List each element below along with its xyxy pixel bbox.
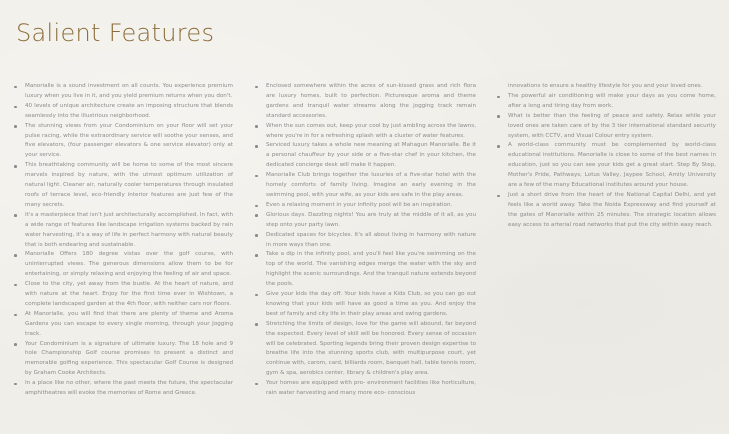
feature-bullet: In a place like no other, where the past meets the future, the spectacular amphitheatres will evoke the memories of Rome and Greece. <box>12 379 233 399</box>
features-column-3 <box>495 82 716 231</box>
feature-bullet: Serviced luxury takes a whole new meaning at Mahagun Manorialle. Be it a personal chauffeur by your side or a five-star chef in your kitchen, the dedicated concierge desk will make it happen. <box>253 141 476 171</box>
feature-bullet: At Manorialle, you will find that there are plenty of theme and Aroma Gardens you can escape to every single morning, through your Jogging track. <box>12 310 233 340</box>
feature-bullet: Stretching the limits of design, love for the game will abound, far beyond the expected. Every level of skill will be honored. Every sense of occasion will be celebrated. Sporting legends bring their proven design expertise to breathe life into the stunning sports club, with multipurpose court, yet continue with, carom, card, billiards room, banquet hall, table tennis room, gym & spa, aerobics center, library & children's play area. <box>253 320 476 379</box>
feature-bullet: A world-class community must be complemented by world-class educational institutions. Manorialle is close to some of the best names in education, just so you can see your kids get a great start. Step By Step, Mother's Pride, Pathways, Lotus Valley, Jaypee School, Amity University are a few of the many Educational institutes around your house. <box>495 141 716 191</box>
features-column-2 <box>253 82 476 399</box>
feature-bullet: Even a relaxing moment in your infinity pool will be an inspiration. <box>253 201 476 211</box>
feature-bullet: Enclosed somewhere within the acres of sun-kissed grass and rich flora are luxury homes, built to perfection. Picturesque aroma and theme gardens and tranquil water streams along the jogging track remain standard accessories. <box>253 82 476 122</box>
feature-bullet: It's a masterpiece that isn't just architecturally accomplished. In fact, with a wide range of features like landscape irrigation systems backed by rain water harvesting, it's a way of life in perfect harmony with natural beauty that is both endearing and sustainable. <box>12 211 233 251</box>
continued-text: innovations to ensure a healthy lifestyle for you and your loved ones. <box>508 83 703 89</box>
feature-bullet: Dedicated spaces for bicycles. It's all about living in harmony with nature in more ways than one. <box>253 231 476 251</box>
feature-bullet: Manorialle Club brings together the luxuries of a five-star hotel with the homely comforts of family living. Imagine an early evening in the swimming pool, with your wife, as your kids are safe in the play areas. <box>253 171 476 201</box>
feature-bullet: What is better than the feeling of peace and safety. Relax while your loved ones are taken care of by the 3 tier international standard security system, with CCTV, and Visual Colour entry system. <box>495 112 716 142</box>
feature-bullet: 40 levels of unique architecture create an imposing structure that blends seamlessly into the illustrious neighborhood. <box>12 102 233 122</box>
page-title: Salient Features <box>16 19 215 47</box>
feature-bullet: Just a short drive from the heart of the National Capital Delhi, and yet feels like a world away. Take the Noida Expressway and find yourself at the gates of Manorialle within 25 minutes. The strategic location allows easy access to arterial road networks that put the city within easy reach. <box>495 191 716 231</box>
feature-bullet: Your Condominium is a signature of ultimate luxury. The 18 hole and 9 hole Championship Golf course promises to present a distinct and memorable golfing experience. This spectacular Golf Course is designed by Graham Cooke Architects. <box>12 340 233 380</box>
feature-bullet: Give your kids the day off. Your kids have a Kids Club, so you can go out knowing that your kids will have as good a time as you. And enjoy the best of family and city life in their play areas and swing gardens. <box>253 290 476 320</box>
feature-bullet: Take a dip in the infinity pool, and you'll feel like you're swimming on the top of the world. The vanishing edges merge the water with the sky and highlight the scenic surroundings. And the tranquil nature extends beyond the pools. <box>253 250 476 290</box>
feature-bullet: Glorious days. Dazzling nights! You are truly at the middle of it all, as you step onto your party lawn. <box>253 211 476 231</box>
feature-bullet: Your homes are equipped with pro- environment facilities like horticulture, rain water harvesting and many more eco- conscious <box>253 379 476 399</box>
feature-bullet: This breathtaking community will be home to some of the most sincere marvels inspired by nature, with the utmost optimum utilization of natural light. Cleaner air, naturally cooler temperatures through insulated roofs of terrace level, eco-friendly interior features are just few of the many secrets. <box>12 161 233 211</box>
feature-bullet: Manorialle is a sound investment on all counts. You experience premium luxury when you live in it, and you yield premium returns when you don't. <box>12 82 233 102</box>
features-column-1 <box>12 82 233 399</box>
feature-bullet: The stunning views from your Condominium on your floor will set your pulse racing, while the extraordinary service will soothe your senses, and five elevators, (four passenger elevators & one service elevator) only at your service. <box>12 122 233 162</box>
feature-bullet: Manorialle Offers 180 degree vistas over the golf course, with uninterrupted views. The generous dimensions allow them to be for entertaining, or simply relaxing and enjoying the feeling of air and space. <box>12 250 233 280</box>
feature-bullet: The powerful air conditioning will make your days as you come home, after a long and tiring day from work. <box>495 92 716 112</box>
feature-bullet: When the sun comes out, keep your cool by just ambling across the lawns, where you're in for a refreshing splash with a cluster of water features. <box>253 122 476 142</box>
feature-bullet: Close to the city, yet away from the bustle. At the heart of nature, and with nature at the heart. Enjoy for the first time ever in Wishtown, a complete landscaped garden at the 4th floor, with neither cars nor floors. <box>12 280 233 310</box>
